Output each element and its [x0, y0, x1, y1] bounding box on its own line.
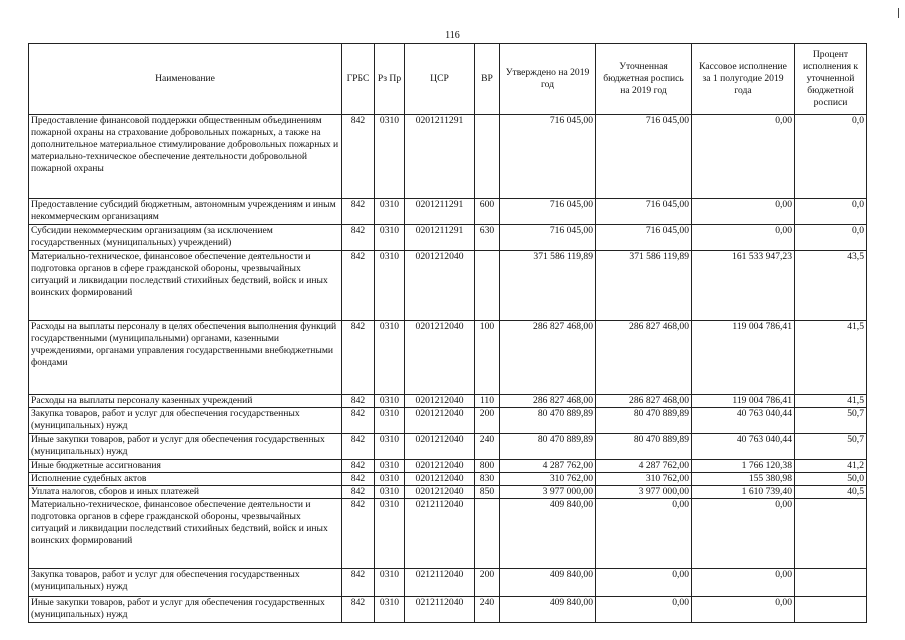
cell-vr	[475, 251, 500, 321]
cell-revised: 3 977 000,00	[596, 486, 692, 499]
cell-executed: 0,00	[692, 225, 795, 251]
cell-grbs: 842	[342, 321, 375, 395]
cell-percent: 50,7	[795, 408, 867, 434]
cell-grbs: 842	[342, 434, 375, 460]
cell-name: Закупка товаров, работ и услуг для обеспечения государственных (муниципальных) нужд	[29, 408, 342, 434]
cell-name: Расходы на выплаты персоналу в целях обеспечения выполнения функций государственными (муниципальными) органами, казенными учреждениями, органами управления государственными внебюджетными фондами	[29, 321, 342, 395]
cell-name: Исполнение судебных актов	[29, 473, 342, 486]
cell-percent: 41,5	[795, 395, 867, 408]
cell-revised: 310 762,00	[596, 473, 692, 486]
cell-name: Расходы на выплаты персоналу казенных учреждений	[29, 395, 342, 408]
cell-vr: 200	[475, 569, 500, 597]
page-number: 116	[445, 30, 460, 41]
cell-vr: 100	[475, 321, 500, 395]
table-row	[29, 251, 867, 321]
cell-revised: 716 045,00	[596, 225, 692, 251]
cell-name: Закупка товаров, работ и услуг для обеспечения государственных (муниципальных) нужд	[29, 569, 342, 597]
cell-revised: 0,00	[596, 499, 692, 569]
cell-percent: 50,0	[795, 473, 867, 486]
cell-csr: 0201212040	[405, 460, 475, 473]
cell-grbs: 842	[342, 408, 375, 434]
cell-grbs: 842	[342, 460, 375, 473]
cell-executed: 0,00	[692, 569, 795, 597]
table-row	[29, 486, 867, 499]
cell-approved: 286 827 468,00	[500, 395, 596, 408]
cell-percent: 0,0	[795, 115, 867, 199]
cell-percent	[795, 597, 867, 623]
cell-csr: 0201212040	[405, 408, 475, 434]
cell-approved: 80 470 889,89	[500, 434, 596, 460]
cell-csr: 0212112040	[405, 597, 475, 623]
cell-approved: 3 977 000,00	[500, 486, 596, 499]
table-row	[29, 115, 867, 199]
cell-approved: 716 045,00	[500, 115, 596, 199]
cell-rzpr: 0310	[375, 460, 405, 473]
header-grbs: ГРБС	[342, 44, 375, 115]
cell-rzpr: 0310	[375, 321, 405, 395]
cell-grbs: 842	[342, 597, 375, 623]
cell-grbs: 842	[342, 199, 375, 225]
cell-vr	[475, 499, 500, 569]
cell-approved: 4 287 762,00	[500, 460, 596, 473]
cell-vr: 240	[475, 597, 500, 623]
cell-rzpr: 0310	[375, 115, 405, 199]
cell-grbs: 842	[342, 569, 375, 597]
cell-executed: 0,00	[692, 115, 795, 199]
budget-table	[28, 43, 867, 623]
cell-name: Предоставление финансовой поддержки общественным объединениям пожарной охраны на страхование добровольных пожарных, а также на дополнительное материальное стимулирование добровольных пожарных и материально-техническое обеспечение деятельности добровольной пожарной охраны	[29, 115, 342, 199]
cell-approved: 716 045,00	[500, 199, 596, 225]
cell-executed: 161 533 947,23	[692, 251, 795, 321]
cell-executed: 0,00	[692, 199, 795, 225]
edge-mark	[898, 8, 899, 18]
header-executed: Кассовое исполнение за 1 полугодие 2019 года	[692, 44, 795, 115]
cell-percent: 41,2	[795, 460, 867, 473]
cell-revised: 716 045,00	[596, 199, 692, 225]
header-csr: ЦСР	[405, 44, 475, 115]
cell-name: Материально-техническое, финансовое обеспечение деятельности и подготовка органов в сфере гражданской обороны, чрезвычайных ситуаций и ликвидации последствий стихийных бедствий, войск и иных воинских формирований	[29, 251, 342, 321]
header-name: Наименование	[29, 44, 342, 115]
cell-name: Уплата налогов, сборов и иных платежей	[29, 486, 342, 499]
cell-grbs: 842	[342, 499, 375, 569]
cell-percent: 0,0	[795, 225, 867, 251]
cell-percent: 41,5	[795, 321, 867, 395]
cell-vr: 630	[475, 225, 500, 251]
cell-grbs: 842	[342, 225, 375, 251]
cell-percent	[795, 569, 867, 597]
cell-percent: 43,5	[795, 251, 867, 321]
cell-revised: 0,00	[596, 597, 692, 623]
table-row	[29, 569, 867, 597]
cell-vr	[475, 115, 500, 199]
cell-executed: 40 763 040,44	[692, 434, 795, 460]
cell-csr: 0201211291	[405, 115, 475, 199]
cell-csr: 0201212040	[405, 486, 475, 499]
cell-name: Иные закупки товаров, работ и услуг для обеспечения государственных (муниципальных) нужд	[29, 597, 342, 623]
table-row	[29, 225, 867, 251]
cell-revised: 4 287 762,00	[596, 460, 692, 473]
cell-grbs: 842	[342, 115, 375, 199]
cell-vr: 600	[475, 199, 500, 225]
cell-revised: 0,00	[596, 569, 692, 597]
table-row	[29, 199, 867, 225]
cell-csr: 0201212040	[405, 251, 475, 321]
cell-vr: 240	[475, 434, 500, 460]
table-row	[29, 597, 867, 623]
cell-grbs: 842	[342, 486, 375, 499]
cell-revised: 716 045,00	[596, 115, 692, 199]
cell-rzpr: 0310	[375, 199, 405, 225]
cell-vr: 800	[475, 460, 500, 473]
cell-revised: 286 827 468,00	[596, 395, 692, 408]
cell-executed: 155 380,98	[692, 473, 795, 486]
cell-rzpr: 0310	[375, 597, 405, 623]
cell-rzpr: 0310	[375, 473, 405, 486]
cell-approved: 409 840,00	[500, 597, 596, 623]
cell-revised: 286 827 468,00	[596, 321, 692, 395]
cell-executed: 40 763 040,44	[692, 408, 795, 434]
header-rzpr: Рз Пр	[375, 44, 405, 115]
cell-csr: 0201211291	[405, 225, 475, 251]
cell-name: Иные бюджетные ассигнования	[29, 460, 342, 473]
table-row	[29, 460, 867, 473]
cell-grbs: 842	[342, 395, 375, 408]
table-row	[29, 499, 867, 569]
cell-executed: 119 004 786,41	[692, 321, 795, 395]
cell-vr: 830	[475, 473, 500, 486]
cell-percent: 50,7	[795, 434, 867, 460]
header-percent: Процент исполнения к уточненной бюджетной росписи	[795, 44, 867, 115]
cell-executed: 1 766 120,38	[692, 460, 795, 473]
table-row	[29, 473, 867, 486]
cell-approved: 716 045,00	[500, 225, 596, 251]
table-row	[29, 408, 867, 434]
cell-name: Материально-техническое, финансовое обеспечение деятельности и подготовка органов в сфере гражданской обороны, чрезвычайных ситуаций и ликвидации последствий стихийных бедствий, войск и иных воинских формирований	[29, 499, 342, 569]
cell-csr: 0201212040	[405, 473, 475, 486]
cell-grbs: 842	[342, 473, 375, 486]
table-row	[29, 434, 867, 460]
cell-rzpr: 0310	[375, 434, 405, 460]
header-approved: Утверждено на 2019 год	[500, 44, 596, 115]
cell-csr: 0201211291	[405, 199, 475, 225]
cell-vr: 850	[475, 486, 500, 499]
cell-approved: 409 840,00	[500, 499, 596, 569]
cell-approved: 286 827 468,00	[500, 321, 596, 395]
cell-name: Иные закупки товаров, работ и услуг для обеспечения государственных (муниципальных) нужд	[29, 434, 342, 460]
table-body	[29, 115, 867, 623]
header-revised: Уточненная бюджетная роспись на 2019 год	[596, 44, 692, 115]
cell-executed: 119 004 786,41	[692, 395, 795, 408]
cell-rzpr: 0310	[375, 408, 405, 434]
cell-executed: 0,00	[692, 597, 795, 623]
cell-revised: 371 586 119,89	[596, 251, 692, 321]
cell-csr: 0201212040	[405, 434, 475, 460]
cell-revised: 80 470 889,89	[596, 434, 692, 460]
header-vr: ВР	[475, 44, 500, 115]
cell-percent: 0,0	[795, 199, 867, 225]
table-row	[29, 321, 867, 395]
cell-approved: 310 762,00	[500, 473, 596, 486]
cell-percent	[795, 499, 867, 569]
cell-rzpr: 0310	[375, 251, 405, 321]
table-header-row	[29, 44, 867, 115]
cell-vr: 200	[475, 408, 500, 434]
cell-approved: 371 586 119,89	[500, 251, 596, 321]
cell-csr: 0212112040	[405, 499, 475, 569]
cell-rzpr: 0310	[375, 486, 405, 499]
cell-rzpr: 0310	[375, 395, 405, 408]
cell-approved: 409 840,00	[500, 569, 596, 597]
cell-percent: 40,5	[795, 486, 867, 499]
cell-name: Предоставление субсидий бюджетным, автономным учреждениям и иным некоммерческим организациям	[29, 199, 342, 225]
cell-vr: 110	[475, 395, 500, 408]
cell-executed: 0,00	[692, 499, 795, 569]
cell-csr: 0201212040	[405, 395, 475, 408]
cell-rzpr: 0310	[375, 499, 405, 569]
cell-rzpr: 0310	[375, 225, 405, 251]
cell-approved: 80 470 889,89	[500, 408, 596, 434]
table-row	[29, 395, 867, 408]
cell-rzpr: 0310	[375, 569, 405, 597]
cell-name: Субсидии некоммерческим организациям (за исключением государственных (муниципальных) учреждений)	[29, 225, 342, 251]
cell-executed: 1 610 739,40	[692, 486, 795, 499]
cell-grbs: 842	[342, 251, 375, 321]
cell-csr: 0201212040	[405, 321, 475, 395]
cell-revised: 80 470 889,89	[596, 408, 692, 434]
cell-csr: 0212112040	[405, 569, 475, 597]
